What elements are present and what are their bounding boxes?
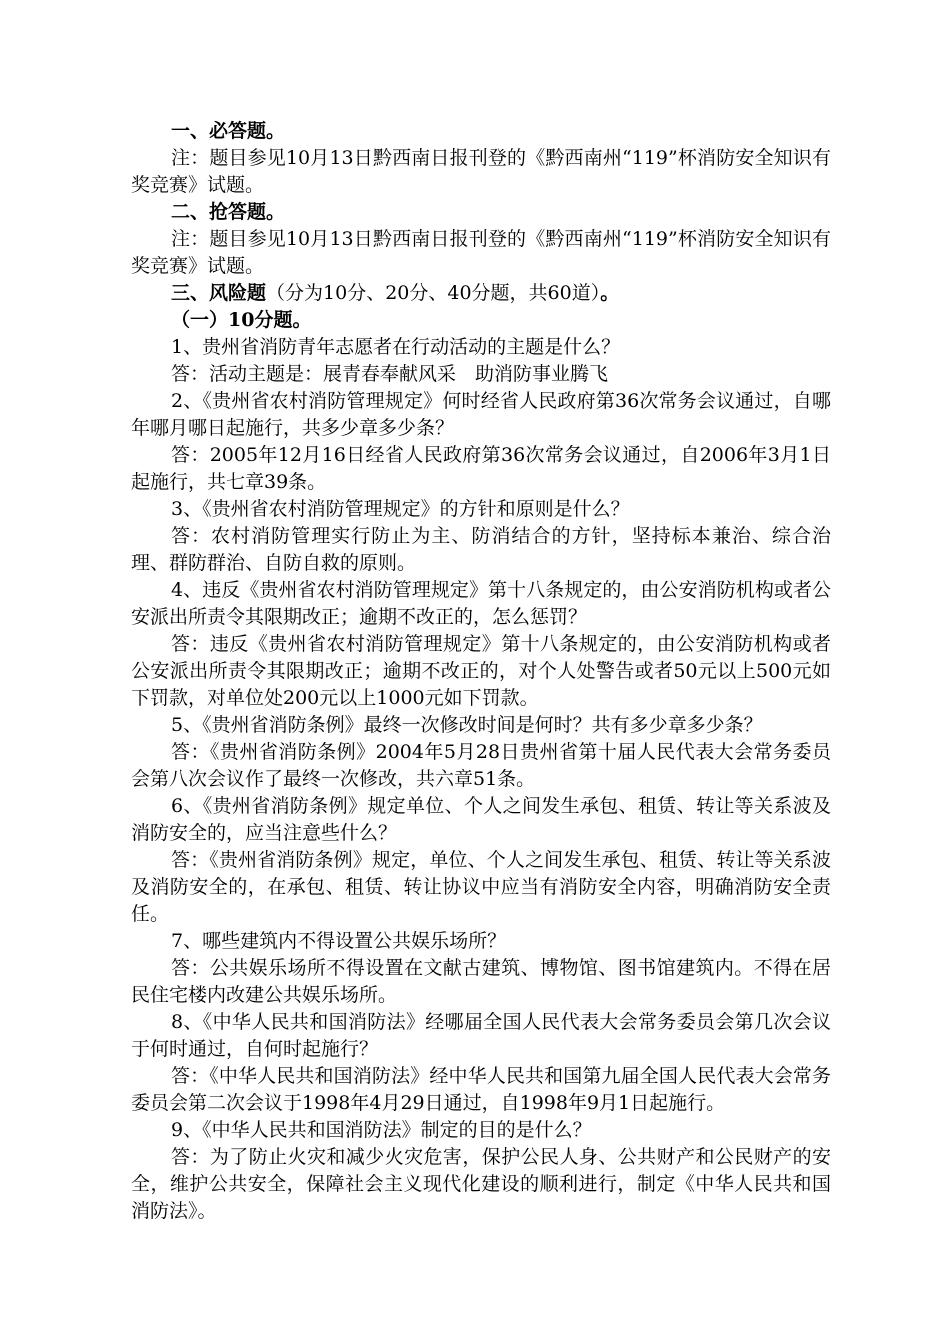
question-5: 5、《贵州省消防条例》最终一次修改时间是何时？共有多少章多少条？ bbox=[171, 714, 763, 736]
question-6: 6、《贵州省消防条例》规定单位、个人之间发生承包、租赁、转让等关系波及消防安全的，应当注意些什么？ bbox=[131, 795, 831, 844]
question-9: 9、《中华人民共和国消防法》制定的目的是什么？ bbox=[171, 1119, 592, 1141]
answer-7: 答：公共娱乐场所不得设置在文献古建筑、博物馆、图书馆建筑内。不得在居民住宅楼内改建公共娱乐场所。 bbox=[131, 957, 831, 1006]
section-note-required: 注：题目参见10月13日黔西南日报刊登的《黔西南州“119”杯消防安全知识有奖竞赛》试题。 bbox=[131, 147, 831, 196]
question-8: 8、《中华人民共和国消防法》经哪届全国人民代表大会常务委员会第几次会议于何时通过，自何时起施行？ bbox=[131, 1011, 831, 1060]
answer-2: 答：2005年12月16日经省人民政府第36次常务会议通过，自2006年3月1日起施行，共七章39条。 bbox=[131, 444, 831, 493]
section-heading-quick-answer: 二、抢答题。 bbox=[171, 201, 286, 223]
answer-8: 答：《中华人民共和国消防法》经中华人民共和国第九届全国人民代表大会常务委员会第二次会议于1998年4月29日通过，自1998年9月1日起施行。 bbox=[131, 1065, 831, 1114]
section-heading-required: 一、必答题。 bbox=[171, 120, 286, 142]
risk-heading-note: （分为10分、20分、40分题，共60道） bbox=[266, 282, 601, 304]
document-page bbox=[131, 118, 831, 1225]
question-1: 1、贵州省消防青年志愿者在行动活动的主题是什么？ bbox=[171, 336, 621, 358]
answer-5: 答：《贵州省消防条例》2004年5月28日贵州省第十届人民代表大会常务委员会第八次会议作了最终一次修改，共六章51条。 bbox=[131, 741, 831, 790]
answer-6: 答：《贵州省消防条例》规定，单位、个人之间发生承包、租赁、转让等关系波及消防安全的，在承包、租赁、转让协议中应当有消防安全内容，明确消防安全责任。 bbox=[131, 849, 831, 925]
answer-4: 答：违反《贵州省农村消防管理规定》第十八条规定的，由公安消防机构或者公安派出所责令其限期改正；逾期不改正的，对个人处警告或者50元以上500元如下罚款，对单位处200元以上1000元如下罚款。 bbox=[131, 633, 831, 709]
answer-9: 答：为了防止火灾和减少火灾危害，保护公民人身、公共财产和公民财产的安全，维护公共安全，保障社会主义现代化建设的顺利进行，制定《中华人民共和国消防法》。 bbox=[131, 1146, 831, 1222]
risk-heading-end: 。 bbox=[600, 282, 620, 304]
answer-1: 答：活动主题是：展青春奉献风采 助消防事业腾飞 bbox=[171, 363, 609, 385]
question-4: 4、违反《贵州省农村消防管理规定》第十八条规定的，由公安消防机构或者公安派出所责令其限期改正；逾期不改正的，怎么惩罚？ bbox=[131, 579, 831, 628]
question-2: 2、《贵州省农村消防管理规定》何时经省人民政府第36次常务会议通过，自哪年哪月哪日起施行，共多少章多少条？ bbox=[131, 390, 831, 439]
section-note-quick-answer: 注：题目参见10月13日黔西南日报刊登的《黔西南州“119”杯消防安全知识有奖竞赛》试题。 bbox=[131, 228, 831, 277]
section-heading-risk bbox=[131, 280, 831, 307]
answer-3: 答：农村消防管理实行防止为主、防消结合的方针，坚持标本兼治、综合治理、群防群治、自防自救的原则。 bbox=[131, 525, 831, 574]
subsection-heading-10pt: （一）10分题。 bbox=[171, 309, 312, 331]
question-3: 3、《贵州省农村消防管理规定》的方针和原则是什么？ bbox=[171, 498, 630, 520]
risk-heading-text: 三、风险题 bbox=[171, 282, 267, 304]
question-7: 7、哪些建筑内不得设置公共娱乐场所？ bbox=[171, 930, 507, 952]
